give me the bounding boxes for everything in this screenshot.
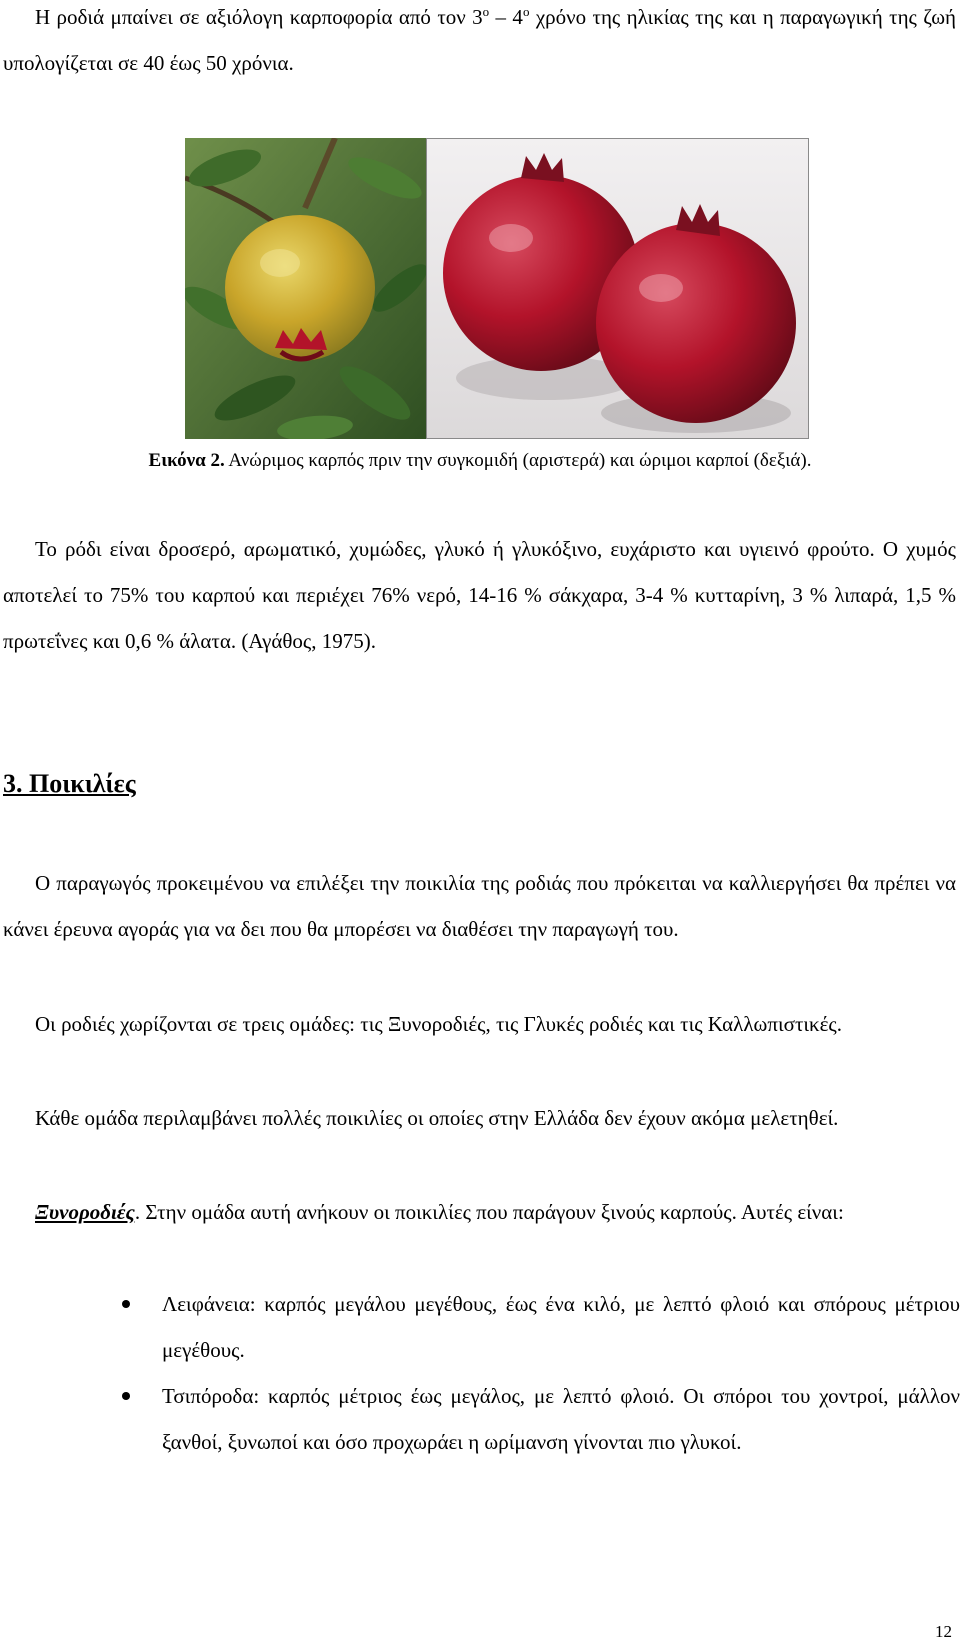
section-heading: 3. Ποικιλίες	[3, 769, 136, 798]
caption-text: Ανώριμος καρπός πριν την συγκομιδή (αριστερά) και ώριμοι καρποί (δεξιά).	[224, 450, 812, 471]
producer-paragraph: Ο παραγωγός προκειμένου να επιλέξει την ποικιλία της ροδιάς που πρόκειται να καλλιεργήσει θα πρέπει να κάνει έρευνα αγοράς για να δει που θα μπορέσει να διαθέσει την παραγωγή του.	[3, 871, 956, 941]
bullet-icon	[122, 1392, 130, 1400]
page-number: 12	[935, 1622, 952, 1641]
sour-group-text: . Στην ομάδα αυτή ανήκουν οι ποικιλίες που παράγουν ξινούς καρπούς. Αυτές είναι:	[134, 1200, 844, 1224]
fruit-description-paragraph: Το ρόδι είναι δροσερό, αρωματικό, χυμώδες, γλυκό ή γλυκόξινο, ευχάριστο και υγιεινό φρούτο. Ο χυμός αποτελεί το 75% του καρπού και περιέχει 76% νερό, 14-16 % σάκχαρα, 3-4 % κυτταρίνη, 3 % λιπαρά, 1,5 % πρωτεΐνες και 0,6 % άλατα. (Αγάθος, 1975).	[3, 537, 956, 653]
varieties-paragraph: Κάθε ομάδα περιλαμβάνει πολλές ποικιλίες οι οποίες στην Ελλάδα δεν έχουν ακόμα μελετηθεί.	[35, 1106, 839, 1130]
figure-pomegranates	[185, 138, 809, 439]
intro-paragraph	[3, 0, 956, 86]
figure-caption	[0, 447, 960, 475]
list-item-text: Λειφάνεια: καρπός μεγάλου μεγέθους, έως ένα κιλό, με λεπτό φλοιό και σπόρους μέτριου μεγέθους.	[162, 1292, 960, 1362]
list-item	[110, 1373, 960, 1465]
unripe-pomegranate-photo	[185, 138, 426, 439]
sour-group-paragraph	[3, 1189, 956, 1235]
ordinal-superscript: ο	[522, 4, 530, 19]
list-item-text: Τσιπόροδα: καρπός μέτριος έως μεγάλος, με λεπτό φλοιό. Οι σπόροι του χοντροί, μάλλον ξανθοί, ξυνωποί και όσο προχωράει η ωρίμανση γίνονται πιο γλυκοί.	[162, 1384, 960, 1454]
ordinal-superscript: ο	[482, 4, 490, 19]
intro-text-a: Η ροδιά μπαίνει σε αξιόλογη καρποφορία από τον 3	[35, 5, 483, 29]
bullet-icon	[122, 1300, 130, 1308]
sour-group-label: Ξυνοροδιές	[35, 1200, 135, 1224]
caption-label: Εικόνα 2.	[148, 450, 225, 471]
intro-text-b: – 4	[489, 5, 523, 29]
ripe-pomegranates-photo	[426, 138, 809, 439]
groups-paragraph: Οι ροδιές χωρίζονται σε τρεις ομάδες: τις Ξυνοροδιές, τις Γλυκές ροδιές και τις Καλλωπιστικές.	[35, 1012, 842, 1036]
intro-text-c: χρόνο της ηλικίας της και η παραγωγική της ζωή υπολογίζεται σε 40 έως 50 χρόνια.	[3, 5, 956, 75]
sour-varieties-list	[110, 1281, 960, 1465]
list-item	[110, 1281, 960, 1373]
